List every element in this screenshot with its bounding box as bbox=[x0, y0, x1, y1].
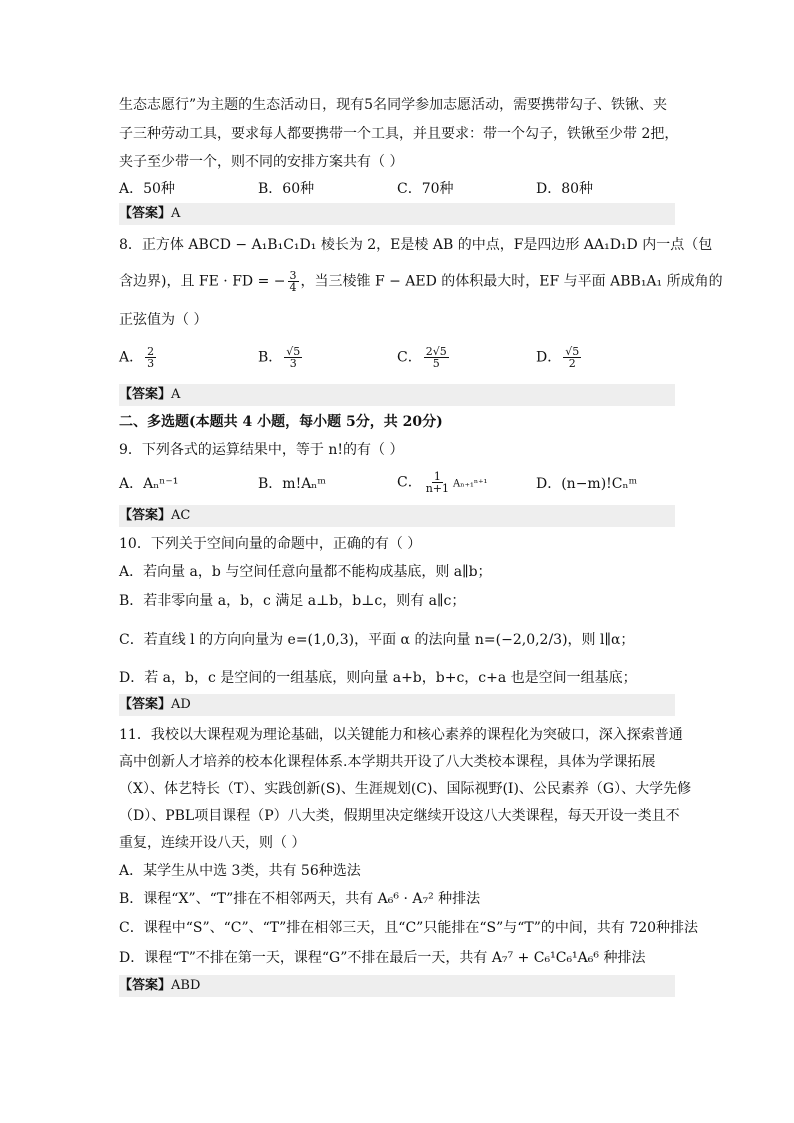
q8-line-2 bbox=[119, 270, 723, 293]
section-heading: 二、多选题(本题共 4 小题，每小题 5分，共 20分) bbox=[119, 414, 443, 430]
q7-option-d: D．80种 bbox=[536, 181, 594, 197]
q11-option-a: A．某学生从中选 3类，共有 56种选法 bbox=[119, 863, 361, 879]
q7-option-c: C．70种 bbox=[397, 181, 454, 197]
answer-tag: 【答案】 bbox=[119, 508, 172, 523]
q8-option-d-den: 2 bbox=[568, 357, 576, 370]
q11-option-c: C．课程中“S”、“C”、“T”排在相邻三天，且“C”只能排在“S”与“T”的中间，共有 720种排法 bbox=[119, 920, 699, 936]
q11-line-3: （X）、体艺特长（T）、实践创新(S)、生涯规划(C)、国际视野(I)、公民素养（G）、大学先修 bbox=[119, 781, 692, 797]
q8-option-b bbox=[258, 346, 304, 369]
q11-line-4: （D）、PBL项目课程（P）八大类，假期里决定继续开设这八大类课程，每天开设一类且不 bbox=[119, 808, 680, 824]
q9-answer-bar bbox=[119, 505, 675, 527]
q7-option-b: B．60种 bbox=[258, 181, 315, 197]
q8-option-b-num: √5 bbox=[286, 345, 301, 358]
q8-option-c-den: 5 bbox=[432, 357, 440, 370]
answer-tag: 【答案】 bbox=[119, 978, 172, 993]
q9-option-b: B．m!Aₙᵐ bbox=[258, 476, 326, 492]
answer-tag: 【答案】 bbox=[119, 387, 172, 402]
q8-option-a-num: 2 bbox=[147, 345, 155, 358]
q7-line-1: 生态志愿行”为主题的生态活动日，现有5名同学参加志愿活动，需要携带勾子、铁锹、夹 bbox=[119, 97, 668, 113]
q9-option-c-num: 1 bbox=[433, 470, 441, 483]
q8-option-a-den: 3 bbox=[147, 357, 155, 370]
q8-fraction bbox=[288, 270, 299, 293]
q9-option-a: A．Aₙⁿ⁻¹ bbox=[119, 476, 179, 492]
q8-fraction-den: 4 bbox=[289, 281, 297, 294]
q7-answer: A bbox=[171, 206, 181, 221]
q9-line-1: 9．下列各式的运算结果中，等于 n!的有（ ） bbox=[119, 442, 404, 458]
q10-option-c: C．若直线 l 的方向向量为 e=(1,0,3)，平面 α 的法向量 n=(−2,0,2/3)，则 l∥α； bbox=[119, 632, 635, 648]
q7-answer-bar bbox=[119, 203, 675, 225]
q8-option-c-label: C． bbox=[397, 349, 422, 366]
q8-option-d bbox=[536, 346, 583, 369]
q7-line-2: 子三种劳动工具，要求每人都要携带一个工具，并且要求：带一个勾子，铁锹至少带 2把， bbox=[119, 126, 679, 142]
q11-line-5: 重复，连续开设八天，则（ ） bbox=[119, 835, 306, 851]
q8-option-c bbox=[397, 346, 451, 369]
q8-option-d-label: D． bbox=[536, 349, 562, 366]
q8-option-a-label: A． bbox=[119, 349, 144, 366]
q8-line-3: 正弦值为（ ） bbox=[119, 312, 208, 328]
q11-line-2: 高中创新人才培养的校本化课程体系.本学期共开设了八大类校本课程，具体为学课拓展 bbox=[119, 754, 656, 770]
q8-answer-bar bbox=[119, 384, 675, 406]
q11-option-b: B．课程“X”、“T”排在不相邻两天，共有 A₆⁶ · A₇² 种排法 bbox=[119, 891, 481, 907]
q7-option-a: A．50种 bbox=[119, 181, 175, 197]
q9-answer: AC bbox=[171, 508, 191, 523]
q8-line-2-start: 含边界)，且 FE · FD = − bbox=[119, 273, 286, 290]
q9-option-c bbox=[397, 471, 487, 494]
q8-option-d-num: √5 bbox=[565, 345, 580, 358]
q10-answer: AD bbox=[171, 697, 191, 712]
q8-fraction-num: 3 bbox=[289, 269, 297, 282]
q8-option-b-label: B． bbox=[258, 349, 283, 366]
q11-option-d: D．课程“T”不排在第一天，课程“G”不排在最后一天，共有 A₇⁷ + C₆¹C₆¹A₆⁶ 种排法 bbox=[119, 950, 646, 966]
q9-option-c-tail: Aₙ₊₁ⁿ⁺¹ bbox=[453, 478, 488, 490]
q10-option-a: A．若向量 a，b 与空间任意向量都不能构成基底，则 a∥b； bbox=[119, 564, 492, 580]
q11-answer: ABD bbox=[171, 978, 201, 993]
q10-answer-bar bbox=[119, 694, 675, 716]
q8-line-2-end: ，当三棱锥 F − AED 的体积最大时，EF 与平面 ABB₁A₁ 所成角的 bbox=[300, 273, 723, 290]
q9-option-c-den: n+1 bbox=[425, 482, 450, 495]
q9-option-d: D．(n−m)!Cₙᵐ bbox=[536, 476, 638, 492]
q10-option-b: B．若非零向量 a，b，c 满足 a⊥b，b⊥c，则有 a∥c； bbox=[119, 593, 466, 609]
q9-option-c-label: C． bbox=[397, 474, 422, 491]
answer-tag: 【答案】 bbox=[119, 697, 172, 712]
q8-line-1: 8．正方体 ABCD − A₁B₁C₁D₁ 棱长为 2，E是棱 AB 的中点，F是四边形 AA₁D₁D 内一点（包 bbox=[119, 237, 713, 253]
q8-option-a bbox=[119, 346, 158, 369]
q7-line-3: 夹子至少带一个，则不同的安排方案共有（ ） bbox=[119, 154, 404, 170]
q10-line-1: 10．下列关于空间向量的命题中，正确的有（ ） bbox=[119, 536, 422, 552]
q8-answer: A bbox=[171, 387, 181, 402]
q11-line-1: 11．我校以大课程观为理论基础，以关键能力和核心素养的课程化为突破口，深入探索普通 bbox=[119, 727, 683, 743]
q8-option-c-num: 2√5 bbox=[425, 345, 447, 358]
q10-option-d: D．若 a，b，c 是空间的一组基底，则向量 a+b，b+c，c+a 也是空间一组基底； bbox=[119, 670, 637, 686]
q8-option-b-den: 3 bbox=[289, 357, 297, 370]
answer-tag: 【答案】 bbox=[119, 206, 172, 221]
q11-answer-bar bbox=[119, 975, 675, 997]
